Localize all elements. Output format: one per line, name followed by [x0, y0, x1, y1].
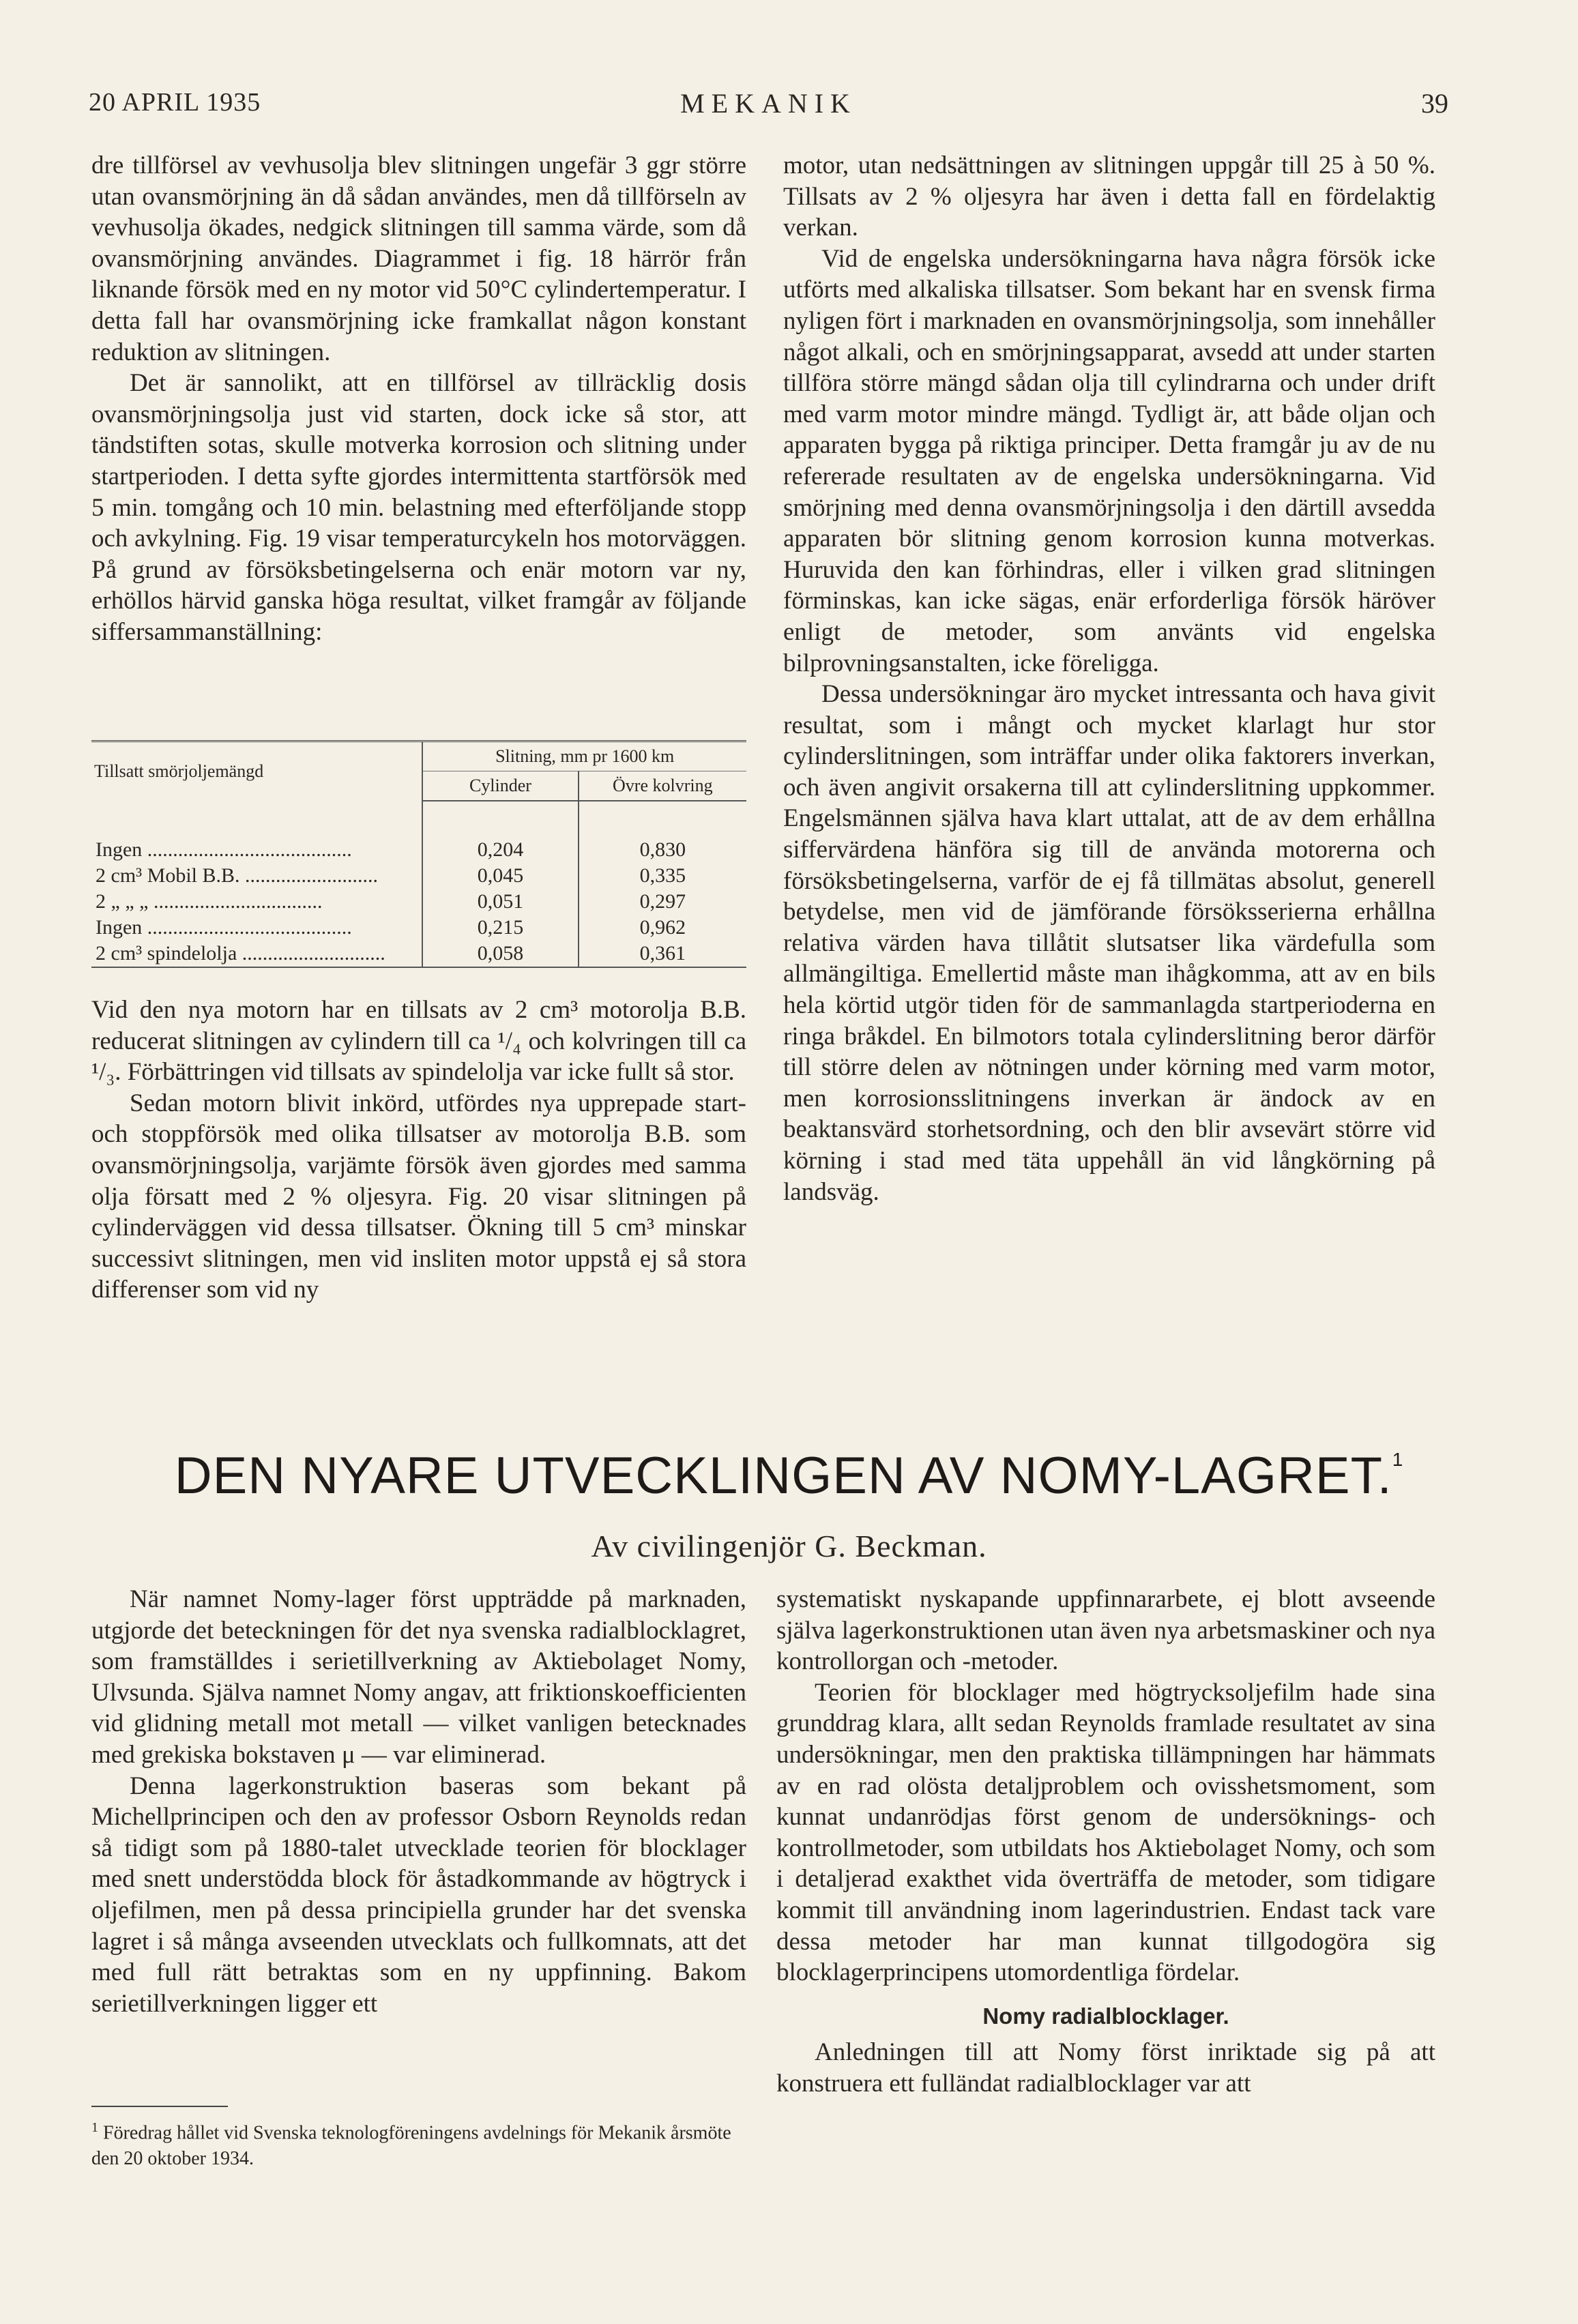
- paragraph: dre tillförsel av vevhusolja blev slitningen ungefär 3 ggr större utan ovansmörjning än då sådan användes, men då tillförseln av vevhusolja ökades, nedgick slitningen till samma värde, som då ovansmörjning användes. Diagrammet i fig. 18 härrör från liknande försök med en ny motor vid 50°C cylindertemperatur. I detta fall har ovansmörjning icke framkallat någon konstant reduktion av slitningen.: [91, 151, 746, 366]
- paragraph: Anledningen till att Nomy först inriktade sig på att konstruera ett fulländat radialblocklager var att: [776, 2038, 1435, 2098]
- paragraph: Vid den nya motorn har en tillsats av 2 cm³ motorolja B.B. reducerat slitningen av cylindern till ca ¹/₄ och kolvringen till ca ¹/₃. Förbättringen vid tillsats av spindelolja var icke fullt så stor.: [91, 996, 746, 1087]
- table-row: 2 cm³ spindelolja ............................ 0,058 0,361: [91, 941, 746, 967]
- section-subheading: Nomy radialblocklager.: [982, 2003, 1229, 2029]
- wear-table: [91, 740, 746, 968]
- paragraph: När namnet Nomy-lager först uppträdde på marknaden, utgjorde det beteckningen för det nya svenska radialblocklagret, som framställdes i serietillverkning av Aktiebolaget Nomy, Ulvsunda. Själva namnet Nomy angav, att friktionskoefficienten vid glidning metall mot metall — vilket vanligen betecknades med grekiska bokstaven μ — var eliminerad.: [91, 1585, 746, 1769]
- article-byline: Av civilingenjör G. Beckman.: [591, 1529, 987, 1563]
- table-row: 2 cm³ Mobil B.B. .......................... 0,045 0,335: [91, 863, 746, 889]
- paragraph: Denna lagerkonstruktion baseras som bekant på Michellprincipen och den av professor Osborn Reynolds redan så tidigt som på 1880-talet utvecklade teorien för blocklager med snett understödda block för åstadkommande av högtryck i oljefilmen, men på dessa principiella grunder har det svenska lagret i så många avseenden utvecklats och fullkomnats, att det med full rätt betraktas som en ny uppfinning. Bakom serietillverkningen ligger ett: [91, 1771, 746, 2018]
- footnote-divider: [91, 2106, 228, 2107]
- table-row: Ingen ........................................ 0,215 0,962: [91, 915, 746, 941]
- top-right-column: [783, 150, 1435, 1207]
- table-header-amount: Tillsatt smörjoljemängd: [91, 741, 422, 801]
- paragraph: Sedan motorn blivit inkörd, utfördes nya upprepade start- och stoppförsök med olika tillsatser av motorolja B.B. som ovansmörjningsolja, varjämte försök även gjordes med samma olja försatt med 2 % oljesyra. Fig. 20 visar slitningen på cylinderväggen vid dessa tillsatser. Ökning till 5 cm³ minskar successivt slitningen, men vid insliten motor uppstå ej så stora differenser som vid ny: [91, 1089, 746, 1304]
- top-left-column: [91, 150, 746, 648]
- paragraph: Det är sannolikt, att en tillförsel av tillräcklig dosis ovansmörjningsolja just vid starten, dock icke så stor, att tändstiften sotas, skulle motverka korrosion och slitning under startperioden. I detta syfte gjordes intermittenta startförsök med 5 min. tomgång och 10 min. belastning med efterföljande stopp och avkylning. Fig. 19 visar temperaturcykeln hos motorväggen. På grund av försöksbetingelserna och enär motorn var ny, erhöllos härvid ganska höga resultat, vilket framgår av följande siffersammanställning:: [91, 369, 746, 646]
- article-right-column: [776, 1584, 1435, 2100]
- article-title: DEN NYARE UTVECKLINGEN AV NOMY-LAGRET.$^1$: [174, 1447, 1404, 1505]
- top-left-column-continued: [91, 995, 746, 1306]
- page-number: 39: [1421, 88, 1448, 119]
- table-row: 2 „ „ „ ................................. 0,051 0,297: [91, 889, 746, 915]
- paragraph: Vid de engelska undersökningarna hava några försök icke utförts med alkaliska tillsatser. Som bekant har en svensk firma nyligen fört i marknaden en ovansmörjningsolja, som innehåller något alkali, och en smörjningsapparat, avsedd att under starten tillföra större mängd sådan olja till cylindrarna och under drift med varm motor mindre mängd. Tydligt är, att både oljan och apparaten bygga på riktiga principer. Detta framgår ju av de nu refererade resultaten av de engelska undersökningarna. Vid smörjning med denna ovansmörjningsolja i den därtill avsedda apparaten bör slitning genom korrosion kunna motverkas. Huruvida den kan förhindras, eller i vilken grad slitningen förminskas, kan icke sägas, enär erforderliga försök häröver enligt de metoder, som använts vid engelska bilprovningsanstalten, icke föreligga.: [783, 244, 1435, 677]
- paragraph: Teorien för blocklager med högtrycksoljefilm hade sina grunddrag klara, allt sedan Reynolds framlade resultatet av sina undersökningar, men den praktiska tillämpningen har hämmats av en rad olösta detaljproblem och ovisshetsmoment, som kunnat undanrödjas först genom de undersöknings- och kontrollmetoder, som utbildats hos Aktiebolaget Nomy, och som i detaljerad exakthet vida överträffa de metoder, som tidigare kommit till användning inom lagerindustrien. Endast tack vare dessa metoder har man kunnat tillgodogöra sig blocklagerprincipens utomordentliga fördelar.: [776, 1678, 1435, 1987]
- footnote-mark: 1: [1392, 1449, 1404, 1470]
- footnote-mark: 1: [91, 2120, 98, 2135]
- article-left-column: [91, 1584, 746, 2019]
- footnote: $^1$ Föredrag hållet vid Svenska teknologföreningens avdelnings för Mekanik årsmöte den 20 oktober 1934.: [91, 2120, 731, 2170]
- table-header-cylinder: Cylinder: [422, 771, 578, 801]
- table-row: Ingen ........................................ 0,204 0,830: [91, 837, 746, 863]
- paragraph: Dessa undersökningar äro mycket intressanta och hava givit resultat, som i mångt och mycket klarlagt hur stor cylinderslitningen, som inträffar under olika faktorers inverkan, och även angivit orsakerna till att cylinderslitning uppkommer. Engelsmännen själva hava klart uttalat, att de av dem erhållna siffervärdena hänföra sig till de använda motorerna och försöksbetingelserna, varför de ej få tillmätas absolut, generell betydelse, men vid de jämförande försöksserierna erhållna relativa värden hava tillåtit slutsatser lika värdefulla som allmängiltiga. Emellertid måste man ihågkomma, att av en bils hela körtid utgör tiden för de sammanlagda startperioderna en ringa bråkdel. En bilmotors totala cylinderslitning beror därför till större delen av nötningen under körning med varm motor, men korrosionsslitningens inverkan är ändock av en beaktansvärd storhetsordning, och den blir avsevärt större vid körning i stad med täta uppehåll än vid långkörning på landsväg.: [783, 680, 1435, 1206]
- running-header: [89, 87, 1448, 128]
- paragraph: motor, utan nedsättningen av slitningen uppgår till 25 à 50 %. Tillsats av 2 % oljesyra har även i detta fall en fördelaktig verkan.: [783, 151, 1435, 242]
- paragraph: systematiskt nyskapande uppfinnararbete, ej blott avseende själva lagerkonstruktionen utan även nya arbetsmaskiner och nya kontrollorgan och -metoder.: [776, 1585, 1435, 1676]
- table-header-ring: Övre kolvring: [579, 771, 746, 801]
- issue-date: 20 APRIL 1935: [89, 88, 261, 117]
- table-header-wear: Slitning, mm pr 1600 km: [422, 741, 746, 771]
- magazine-title: MEKANIK: [680, 88, 857, 119]
